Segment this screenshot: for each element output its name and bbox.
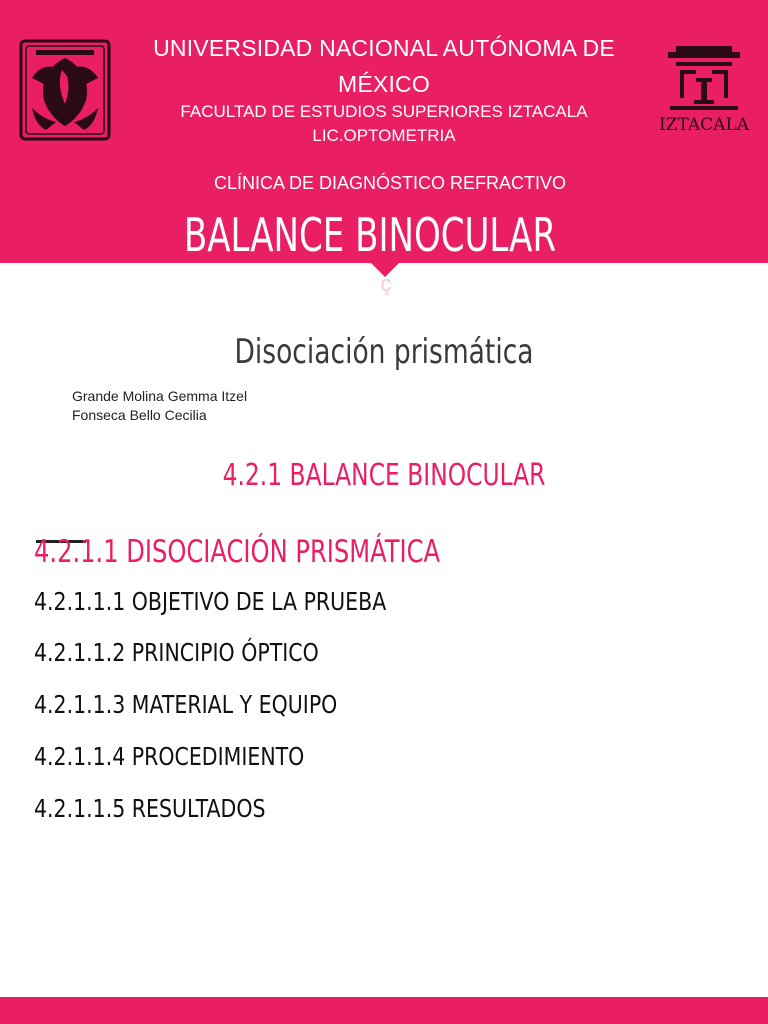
list-item: 4.2.1.1.5 RESULTADOS: [34, 794, 266, 823]
iztacala-logo-text: IZTACALA: [658, 115, 750, 135]
author-name: Grande Molina Gemma Itzel: [72, 388, 248, 404]
program-name: LIC.OPTOMETRIA: [312, 126, 456, 145]
section-heading: 4.2.1 BALANCE BINOCULAR: [222, 458, 546, 493]
list-item: 4.2.1.1.2 PRINCIPIO ÓPTICO: [34, 638, 319, 667]
arrow-glyph: ç: [380, 271, 392, 296]
subsection-heading: 4.2.1.1 DISOCIACIÓN PRISMÁTICA: [34, 534, 441, 570]
footer-bar: [0, 997, 768, 1024]
university-name: UNIVERSIDAD NACIONAL AUTÓNOMA DE MÉXICO: [153, 35, 615, 97]
faculty-name: FACULTAD DE ESTUDIOS SUPERIORES IZTACALA: [180, 102, 588, 121]
subtitle: Disociación prismática: [234, 332, 534, 372]
unam-seal-icon: [18, 38, 112, 142]
header-banner: [0, 0, 768, 263]
list-item: 4.2.1.1.4 PROCEDIMIENTO: [34, 742, 305, 771]
iztacala-logo-icon: [656, 40, 752, 136]
author-name: Fonseca Bello Cecilia: [72, 407, 207, 423]
clinic-name: CLÍNICA DE DIAGNÓSTICO REFRACTIVO: [213, 173, 567, 193]
list-item: 4.2.1.1.3 MATERIAL Y EQUIPO: [34, 690, 338, 719]
list-item: 4.2.1.1.1 OBJETIVO DE LA PRUEBA: [34, 587, 387, 616]
page-title: BALANCE BINOCULAR: [183, 208, 557, 262]
